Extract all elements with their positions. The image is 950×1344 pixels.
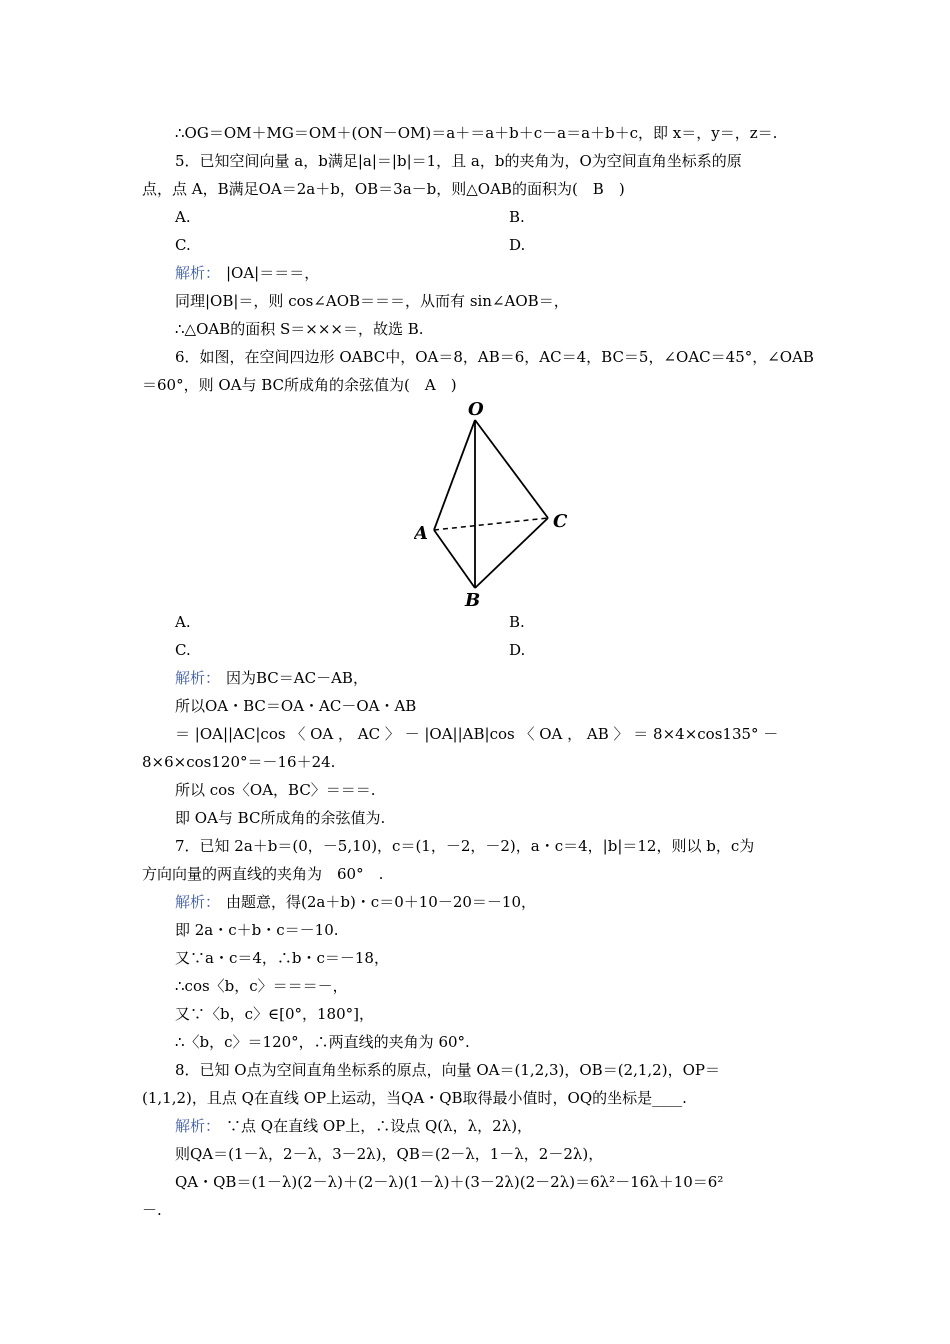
edge-bc (475, 518, 548, 588)
text-line: 同理|OB|＝，则 cos∠AOB＝＝＝，从而有 sin∠AOB＝， (175, 292, 569, 310)
option-a: A. (175, 613, 191, 631)
option-b: B. (509, 208, 525, 226)
question-7-line1: 7．已知 2a＋b＝(0，－5,10)，c＝(1，－2，－2)，a・c＝4，|b|＝12，则以 b，c为 (175, 837, 755, 855)
option-c: C. (175, 236, 191, 254)
edge-oc (475, 420, 548, 518)
text-line: ＝ |OA||AC|cos 〈 OA ， AC 〉 － |OA||AB|cos 〈 OA ， AB 〉 ＝ 8×4×cos135° － (175, 725, 779, 743)
vertex-label-b: B (465, 590, 481, 608)
text-line: 又∵〈b，c〉∈[0°，180°]， (175, 1005, 374, 1023)
question-7-line2: 方向向量的两直线的夹角为 60° . (142, 865, 384, 883)
solution-label: 解析： (175, 669, 221, 687)
text-line: 又∵a・c＝4，∴b・c＝－18， (175, 949, 389, 967)
option-a: A. (175, 208, 191, 226)
text-line: ∴〈b，c〉＝120°，∴两直线的夹角为 60°. (175, 1033, 470, 1051)
text-line: ∴cos〈b，c〉＝＝＝－， (175, 977, 348, 995)
text-line: 即 2a・c＋b・c＝－10. (175, 921, 339, 939)
text-line: ∴△OAB的面积 S＝×××＝，故选 B. (175, 320, 424, 338)
question-5-line1: 5．已知空间向量 a，b满足|a|＝|b|＝1，且 a，b的夹角为，O为空间直角坐标系的原 (175, 152, 742, 170)
text-line: 所以 cos〈OA，BC〉＝＝＝. (175, 781, 376, 799)
solution-label: 解析： (175, 264, 221, 282)
text-line: 由题意，得(2a＋b)・c＝0＋10－20＝－10， (226, 893, 536, 911)
edge-oa (434, 420, 475, 530)
text-line: ∵点 Q在直线 OP上，∴设点 Q(λ，λ，2λ)， (226, 1117, 533, 1135)
text-line: －. (142, 1201, 162, 1219)
text-line: 因为BC＝AC－AB， (226, 669, 368, 687)
tetrahedron-figure (414, 398, 570, 608)
solution-label: 解析： (175, 1117, 221, 1135)
question-8-line1: 8．已知 O点为空间直角坐标系的原点，向量 OA＝(1,2,3)，OB＝(2,1,2)，OP＝ (175, 1061, 720, 1079)
text-line: ∴OG＝OM＋MG＝OM＋(ON－OM)＝a＋＝a＋b＋c－a＝a＋b＋c，即 x＝，y＝，z＝. (175, 124, 778, 142)
edge-ab (434, 530, 475, 588)
vertex-label-o: O (468, 399, 484, 420)
text-line: 即 OA与 BC所成角的余弦值为. (175, 809, 386, 827)
text-line: 则QA＝(1－λ，2－λ，3－2λ)，QB＝(2－λ，1－λ，2－2λ)， (175, 1145, 604, 1163)
vertex-label-c: C (553, 511, 568, 532)
option-d: D. (509, 236, 526, 254)
option-c: C. (175, 641, 191, 659)
edge-ac-hidden (434, 518, 548, 530)
question-8-line2: (1,1,2)，且点 Q在直线 OP上运动，当QA・QB取得最小值时，OQ的坐标是____. (142, 1089, 687, 1107)
text-line: QA・QB＝(1－λ)(2－λ)＋(2－λ)(1－λ)＋(3－2λ)(2－2λ)＝6λ²－16λ＋10＝6² (175, 1173, 724, 1191)
option-b: B. (509, 613, 525, 631)
question-6-line1: 6．如图，在空间四边形 OABC中，OA＝8，AB＝6，AC＝4，BC＝5，∠OAC＝45°，∠OAB (175, 348, 814, 366)
text-line: |OA|＝＝＝， (226, 264, 320, 282)
option-d: D. (509, 641, 526, 659)
vertex-label-a: A (414, 523, 428, 544)
text-line: 8×6×cos120°＝－16＋24. (142, 753, 336, 771)
question-5-line2: 点，点 A，B满足OA＝2a＋b，OB＝3a－b，则△OAB的面积为( B ) (142, 180, 625, 198)
solution-label: 解析： (175, 893, 221, 911)
text-line: 所以OA・BC＝OA・AC－OA・AB (175, 697, 417, 715)
question-6-line2: ＝60°，则 OA与 BC所成角的余弦值为( A ) (142, 376, 457, 394)
